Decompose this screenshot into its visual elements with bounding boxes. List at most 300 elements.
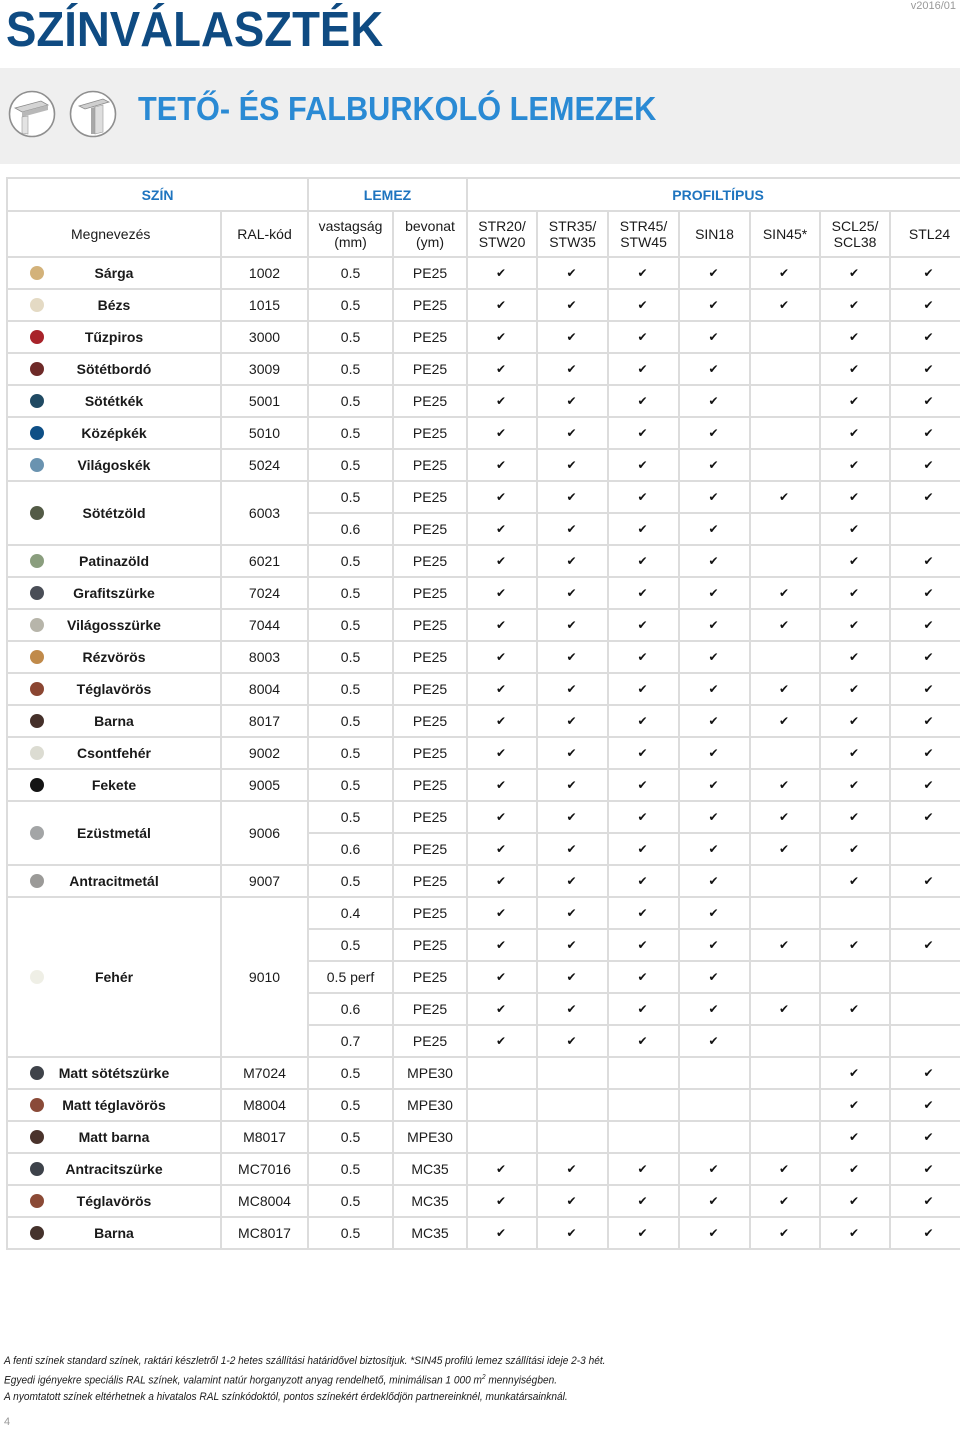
coating-value: PE25 (393, 1025, 467, 1057)
check-icon: ✔ (849, 1162, 860, 1176)
table-row (7, 1057, 960, 1089)
profile-availability (467, 1185, 537, 1217)
profile-availability (820, 961, 890, 993)
color-name: Téglavörös (76, 681, 152, 697)
check-icon: ✔ (637, 650, 648, 664)
profile-availability (750, 865, 820, 897)
check-icon: ✔ (849, 362, 860, 376)
group-header-lemez: LEMEZ (308, 178, 467, 211)
check-icon: ✔ (566, 906, 577, 920)
profile-availability (679, 673, 750, 705)
check-icon: ✔ (496, 906, 507, 920)
table-row (7, 769, 960, 801)
profile-availability (467, 417, 537, 449)
color-name: Tűzpiros (84, 329, 144, 345)
profile-availability (750, 353, 820, 385)
profile-availability (820, 993, 890, 1025)
check-icon: ✔ (708, 1162, 719, 1176)
profile-availability (679, 1057, 750, 1089)
profile-availability (537, 993, 608, 1025)
profile-availability (820, 417, 890, 449)
profile-availability (820, 1089, 890, 1121)
check-icon: ✔ (566, 618, 577, 632)
coating-value: PE25 (393, 801, 467, 833)
profile-availability (750, 801, 820, 833)
check-icon: ✔ (566, 778, 577, 792)
ral-code: 8017 (221, 705, 308, 737)
check-icon: ✔ (637, 618, 648, 632)
check-icon: ✔ (923, 394, 934, 408)
profile-availability (679, 1217, 750, 1249)
profile-availability (537, 257, 608, 289)
profile-availability (820, 1057, 890, 1089)
profile-availability (750, 1057, 820, 1089)
check-icon: ✔ (637, 746, 648, 760)
profile-availability (750, 577, 820, 609)
check-icon: ✔ (779, 586, 790, 600)
profile-availability (537, 481, 608, 513)
check-icon: ✔ (496, 1162, 507, 1176)
check-icon: ✔ (849, 842, 860, 856)
color-name: Téglavörös (76, 1193, 152, 1209)
color-name-cell (7, 289, 221, 321)
profile-availability (467, 1153, 537, 1185)
profile-availability (679, 385, 750, 417)
check-icon: ✔ (566, 1162, 577, 1176)
profile-availability (750, 673, 820, 705)
profile-availability (820, 769, 890, 801)
profile-availability (679, 481, 750, 513)
check-icon: ✔ (923, 650, 934, 664)
profile-availability (890, 289, 960, 321)
check-icon: ✔ (849, 810, 860, 824)
check-icon: ✔ (566, 1226, 577, 1240)
color-name-cell (7, 1153, 221, 1185)
profile-availability (820, 321, 890, 353)
coating-value: PE25 (393, 481, 467, 513)
profile-availability (679, 865, 750, 897)
table-row (7, 705, 960, 737)
profile-availability (679, 1089, 750, 1121)
profile-availability (820, 801, 890, 833)
profile-availability (537, 705, 608, 737)
check-icon: ✔ (566, 874, 577, 888)
check-icon: ✔ (849, 298, 860, 312)
check-icon: ✔ (708, 394, 719, 408)
profile-availability (890, 833, 960, 865)
thickness-value: 0.5 (308, 769, 393, 801)
color-name-cell (7, 1217, 221, 1249)
profile-availability (679, 449, 750, 481)
profile-availability (608, 673, 679, 705)
profile-availability (467, 769, 537, 801)
column-header-row (7, 211, 960, 257)
profile-availability (890, 1185, 960, 1217)
footnote-line-2-sup: 2 (481, 1373, 486, 1381)
profile-availability (467, 257, 537, 289)
footnote-line-2-end: mennyiségben. (485, 1374, 558, 1387)
check-icon: ✔ (566, 938, 577, 952)
check-icon: ✔ (923, 714, 934, 728)
column-header-str35 (537, 211, 608, 257)
thickness-value: 0.5 (308, 641, 393, 673)
wall-sheet-icon (69, 90, 117, 138)
check-icon: ✔ (637, 298, 648, 312)
check-icon: ✔ (923, 490, 934, 504)
check-icon: ✔ (637, 458, 648, 472)
profile-availability (679, 609, 750, 641)
column-header-thickness-line2: (mm) (334, 234, 367, 250)
profile-availability (608, 641, 679, 673)
thickness-value: 0.5 (308, 385, 393, 417)
version-label: v2016/01 (910, 0, 956, 12)
profile-availability (890, 801, 960, 833)
profile-availability (679, 1025, 750, 1057)
profile-availability (679, 1121, 750, 1153)
check-icon: ✔ (496, 554, 507, 568)
color-name-cell (7, 769, 221, 801)
check-icon: ✔ (637, 906, 648, 920)
color-swatch (30, 506, 44, 520)
profile-availability (467, 481, 537, 513)
profile-availability (820, 641, 890, 673)
color-swatch (30, 1226, 44, 1240)
profile-availability (537, 929, 608, 961)
thickness-value: 0.5 (308, 449, 393, 481)
profile-availability (608, 577, 679, 609)
group-header-szin: SZÍN (7, 178, 308, 211)
check-icon: ✔ (779, 682, 790, 696)
table-row (7, 1089, 960, 1121)
color-swatch (30, 618, 44, 632)
check-icon: ✔ (496, 330, 507, 344)
column-header-scl25-line1: SCL25/ (831, 218, 879, 234)
check-icon: ✔ (779, 810, 790, 824)
profile-availability (679, 641, 750, 673)
profile-availability (679, 737, 750, 769)
check-icon: ✔ (566, 714, 577, 728)
table-row (7, 609, 960, 641)
coating-value: PE25 (393, 929, 467, 961)
check-icon: ✔ (496, 394, 507, 408)
thickness-value: 0.6 (308, 993, 393, 1025)
profile-availability (608, 449, 679, 481)
check-icon: ✔ (708, 650, 719, 664)
page-title: SZÍNVÁLASZTÉK (6, 3, 384, 57)
coating-value: PE25 (393, 417, 467, 449)
check-icon: ✔ (566, 1034, 577, 1048)
column-header-str35-line2: STW35 (549, 234, 596, 250)
color-swatch (30, 458, 44, 472)
coating-value: PE25 (393, 257, 467, 289)
profile-availability (679, 321, 750, 353)
color-name-cell (7, 609, 221, 641)
thickness-value: 0.7 (308, 1025, 393, 1057)
check-icon: ✔ (566, 1194, 577, 1208)
profile-availability (467, 929, 537, 961)
coating-value: PE25 (393, 993, 467, 1025)
check-icon: ✔ (566, 362, 577, 376)
check-icon: ✔ (849, 330, 860, 344)
check-icon: ✔ (779, 1194, 790, 1208)
profile-availability (537, 865, 608, 897)
profile-availability (608, 417, 679, 449)
check-icon: ✔ (708, 298, 719, 312)
thickness-value: 0.5 (308, 353, 393, 385)
check-icon: ✔ (496, 522, 507, 536)
check-icon: ✔ (566, 810, 577, 824)
thickness-value: 0.5 (308, 257, 393, 289)
profile-availability (467, 961, 537, 993)
ral-code: MC8004 (221, 1185, 308, 1217)
check-icon: ✔ (849, 490, 860, 504)
check-icon: ✔ (496, 586, 507, 600)
check-icon: ✔ (496, 1194, 507, 1208)
profile-availability (750, 385, 820, 417)
coating-value: PE25 (393, 833, 467, 865)
profile-availability (750, 1185, 820, 1217)
profile-availability (679, 513, 750, 545)
table-row (7, 801, 960, 833)
ral-code: 8003 (221, 641, 308, 673)
check-icon: ✔ (708, 938, 719, 952)
check-icon: ✔ (849, 618, 860, 632)
check-icon: ✔ (496, 842, 507, 856)
check-icon: ✔ (496, 490, 507, 504)
profile-availability (467, 321, 537, 353)
ral-code: 7024 (221, 577, 308, 609)
profile-availability (608, 385, 679, 417)
check-icon: ✔ (923, 554, 934, 568)
check-icon: ✔ (566, 970, 577, 984)
profile-availability (537, 737, 608, 769)
thickness-value: 0.5 (308, 609, 393, 641)
color-swatch (30, 362, 44, 376)
check-icon: ✔ (637, 490, 648, 504)
coating-value: PE25 (393, 737, 467, 769)
profile-availability (608, 481, 679, 513)
profile-availability (537, 577, 608, 609)
profile-availability (679, 417, 750, 449)
profile-availability (820, 609, 890, 641)
check-icon: ✔ (923, 458, 934, 472)
profile-availability (820, 513, 890, 545)
table-row (7, 289, 960, 321)
check-icon: ✔ (637, 1002, 648, 1016)
check-icon: ✔ (637, 778, 648, 792)
profile-availability (537, 417, 608, 449)
profile-availability (537, 1185, 608, 1217)
profile-availability (890, 673, 960, 705)
check-icon: ✔ (923, 298, 934, 312)
profile-availability (890, 737, 960, 769)
check-icon: ✔ (566, 746, 577, 760)
profile-availability (820, 449, 890, 481)
check-icon: ✔ (779, 298, 790, 312)
profile-availability (820, 385, 890, 417)
thickness-value: 0.5 (308, 737, 393, 769)
check-icon: ✔ (708, 970, 719, 984)
section-title: TETŐ- ÉS FALBURKOLÓ LEMEZEK (138, 90, 657, 127)
ral-code: 9002 (221, 737, 308, 769)
profile-availability (820, 673, 890, 705)
profile-availability (537, 961, 608, 993)
profile-availability (537, 609, 608, 641)
check-icon: ✔ (637, 810, 648, 824)
profile-availability (890, 1153, 960, 1185)
profile-availability (820, 1025, 890, 1057)
check-icon: ✔ (923, 874, 934, 888)
coating-value: PE25 (393, 865, 467, 897)
color-swatch (30, 746, 44, 760)
thickness-value: 0.5 (308, 929, 393, 961)
coating-value: PE25 (393, 513, 467, 545)
color-table (6, 177, 960, 1250)
check-icon: ✔ (496, 682, 507, 696)
ral-code: 6003 (221, 481, 308, 545)
column-header-sin45 (750, 211, 820, 257)
check-icon: ✔ (496, 938, 507, 952)
profile-availability (679, 833, 750, 865)
ral-code: 1002 (221, 257, 308, 289)
profile-availability (537, 833, 608, 865)
check-icon: ✔ (849, 1066, 860, 1080)
profile-availability (890, 385, 960, 417)
profile-availability (467, 737, 537, 769)
check-icon: ✔ (779, 1002, 790, 1016)
profile-availability (890, 1057, 960, 1089)
profile-availability (608, 513, 679, 545)
color-name-cell (7, 417, 221, 449)
coating-value: PE25 (393, 673, 467, 705)
check-icon: ✔ (923, 1066, 934, 1080)
color-name-cell (7, 481, 221, 545)
color-name: Bézs (97, 297, 131, 313)
profile-availability (608, 865, 679, 897)
column-header-sin18-label: SIN18 (695, 226, 734, 242)
ral-code: 9007 (221, 865, 308, 897)
table-row (7, 865, 960, 897)
color-name-cell (7, 1185, 221, 1217)
profile-availability (608, 1217, 679, 1249)
profile-availability (537, 1057, 608, 1089)
coating-value: MC35 (393, 1185, 467, 1217)
profile-availability (820, 577, 890, 609)
check-icon: ✔ (923, 362, 934, 376)
check-icon: ✔ (566, 842, 577, 856)
profile-availability (537, 385, 608, 417)
profile-availability (537, 897, 608, 929)
check-icon: ✔ (849, 778, 860, 792)
color-name: Sötétbordó (76, 361, 152, 377)
check-icon: ✔ (496, 650, 507, 664)
check-icon: ✔ (496, 618, 507, 632)
profile-availability (467, 385, 537, 417)
color-name: Fekete (91, 777, 137, 793)
check-icon: ✔ (496, 874, 507, 888)
profile-availability (467, 993, 537, 1025)
profile-availability (679, 577, 750, 609)
check-icon: ✔ (637, 1034, 648, 1048)
profile-availability (750, 545, 820, 577)
check-icon: ✔ (923, 426, 934, 440)
profile-availability (750, 705, 820, 737)
profile-availability (467, 673, 537, 705)
check-icon: ✔ (637, 682, 648, 696)
check-icon: ✔ (779, 842, 790, 856)
profile-availability (537, 353, 608, 385)
profile-availability (679, 705, 750, 737)
color-swatch (30, 682, 44, 696)
column-header-str45-line1: STR45/ (619, 218, 668, 234)
table-row (7, 321, 960, 353)
color-name: Antracitszürke (65, 1161, 163, 1177)
check-icon: ✔ (923, 938, 934, 952)
profile-availability (890, 417, 960, 449)
profile-availability (890, 929, 960, 961)
coating-value: PE25 (393, 353, 467, 385)
check-icon: ✔ (708, 1194, 719, 1208)
profile-availability (537, 289, 608, 321)
profile-availability (820, 929, 890, 961)
profile-availability (820, 289, 890, 321)
coating-value: MC35 (393, 1217, 467, 1249)
profile-availability (750, 449, 820, 481)
thickness-value: 0.4 (308, 897, 393, 929)
coating-value: PE25 (393, 385, 467, 417)
check-icon: ✔ (923, 682, 934, 696)
ral-code: 1015 (221, 289, 308, 321)
color-name: Matt téglavörös (62, 1097, 166, 1113)
profile-availability (467, 1217, 537, 1249)
profile-availability (890, 481, 960, 513)
coating-value: PE25 (393, 545, 467, 577)
thickness-value: 0.6 (308, 833, 393, 865)
thickness-value: 0.5 (308, 1217, 393, 1249)
ral-code: 5001 (221, 385, 308, 417)
color-name: Patinazöld (78, 553, 149, 569)
profile-availability (750, 1089, 820, 1121)
thickness-value: 0.5 (308, 1057, 393, 1089)
profile-availability (608, 1089, 679, 1121)
ral-code: MC8017 (221, 1217, 308, 1249)
profile-availability (537, 1089, 608, 1121)
profile-availability (820, 1121, 890, 1153)
check-icon: ✔ (496, 1034, 507, 1048)
column-header-ral: RAL-kód (221, 211, 308, 257)
profile-availability (750, 257, 820, 289)
column-header-coating-line2: (ym) (416, 234, 445, 250)
check-icon: ✔ (849, 1002, 860, 1016)
check-icon: ✔ (849, 1098, 860, 1112)
check-icon: ✔ (708, 618, 719, 632)
check-icon: ✔ (708, 266, 719, 280)
profile-availability (608, 769, 679, 801)
footnote-line-2 (4, 1370, 878, 1389)
profile-availability (890, 513, 960, 545)
check-icon: ✔ (779, 490, 790, 504)
check-icon: ✔ (637, 842, 648, 856)
profile-availability (890, 545, 960, 577)
profile-availability (750, 481, 820, 513)
check-icon: ✔ (708, 842, 719, 856)
ral-code: 9006 (221, 801, 308, 865)
profile-availability (890, 321, 960, 353)
color-swatch (30, 1066, 44, 1080)
thickness-value: 0.5 (308, 1153, 393, 1185)
check-icon: ✔ (708, 746, 719, 760)
profile-availability (890, 641, 960, 673)
